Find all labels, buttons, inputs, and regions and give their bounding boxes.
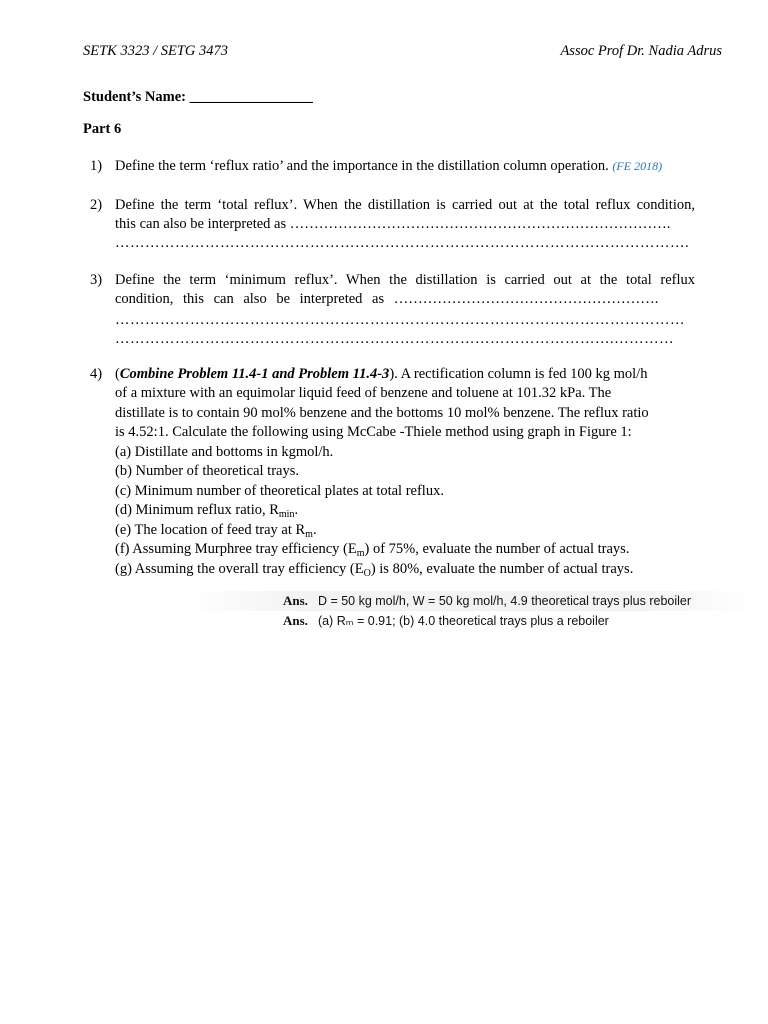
subquestion-c: (c) Minimum number of theoretical plates at total reflux.	[115, 483, 444, 499]
subquestion-g-text-end: ) is 80%, evaluate the number of actual trays.	[370, 561, 634, 577]
question-number: 2)	[90, 197, 103, 213]
subquestion-e: (e) The location of feed tray at $R_m$.	[115, 522, 317, 540]
answer-label: Ans.	[283, 593, 308, 608]
answer-dotted-line: ……………………………………………………………………………………………………	[115, 312, 685, 328]
exam-reference: (FE 2018)	[612, 159, 663, 173]
subscript: m	[305, 529, 313, 540]
answer-dotted-line: …………………………………………………………………………………………………….	[115, 235, 690, 251]
question-3-line-2: condition, this can also be interpreted as ……………………………………………….	[115, 291, 659, 307]
question-number: 3)	[90, 272, 103, 288]
answer-line-2	[283, 613, 609, 629]
subscript: min	[278, 509, 295, 520]
course-code: SETK 3323 / SETG 3473	[83, 43, 229, 59]
subscript: m	[356, 548, 365, 559]
question-text	[115, 158, 662, 175]
problem-reference: Combine Problem 11.4-1 and Problem 11.4-3	[119, 366, 390, 382]
question-number: 4)	[90, 366, 103, 382]
subquestion-d: (d) Minimum reflux ratio, $R_{min}$.	[115, 502, 299, 520]
answer-2-text: (a) Rₘ = 0.91; (b) 4.0 theoretical trays plus a reboiler	[317, 614, 609, 628]
answer-label: Ans.	[283, 613, 308, 628]
question-4-line-4: is 4.52:1. Calculate the following using McCabe -Thiele method using graph in Figure 1:	[115, 424, 632, 440]
question-1-text: Define the term ‘reflux ratio’ and the importance in the distillation column operation.	[115, 158, 609, 174]
subquestion-f-text: (f) Assuming Murphree tray efficiency (E	[115, 541, 357, 557]
part-heading: Part 6	[83, 121, 122, 137]
question-number: 1)	[90, 158, 103, 174]
student-name-field: Student’s Name: _________________	[83, 89, 313, 105]
subquestion-f-text-end: ) of 75%, evaluate the number of actual trays.	[364, 541, 630, 557]
subquestion-b: (b) Number of theoretical trays.	[115, 463, 299, 479]
question-4-line-2: of a mixture with an equimolar liquid feed of benzene and toluene at 101.32 kPa. The	[115, 385, 612, 401]
question-3-line-1: Define the term ‘minimum reflux’. When the distillation is carried out at the total reflux	[115, 272, 695, 288]
subquestion-d-text: (d) Minimum reflux ratio, R	[115, 502, 279, 518]
question-4-line-3: distillate is to contain 90 mol% benzene and the bottoms 10 mol% benzene. The reflux ratio	[115, 405, 649, 421]
subquestion-f	[115, 541, 629, 559]
question-2-line-2: this can also be interpreted as …………………………………………………………………….	[115, 216, 671, 232]
subquestion-a: (a) Distillate and bottoms in kgmol/h.	[115, 444, 334, 460]
answer-1-text: D = 50 kg mol/h, W = 50 kg mol/h, 4.9 theoretical trays plus reboiler	[317, 594, 692, 608]
subquestion-g	[115, 561, 633, 579]
question-2-line-1: Define the term ‘total reflux’. When the distillation is carried out at the total reflux condition,	[115, 197, 695, 213]
answer-snippet	[185, 589, 755, 633]
subquestion-e-text: (e) The location of feed tray at R	[115, 522, 306, 538]
author-name: Assoc Prof Dr. Nadia Adrus	[560, 43, 722, 59]
answer-dotted-line: ……………………………………………………………………………………….…………	[115, 331, 675, 347]
question-4-line-1-rest: . A rectification column is fed 100 kg mol/h	[394, 366, 648, 382]
subscript: O	[363, 568, 371, 579]
subquestion-g-text: (g) Assuming the overall tray efficiency (E	[115, 561, 364, 577]
answer-line-1	[283, 593, 691, 609]
question-4-line-1: (Combine Problem 11.4-1 and Problem 11.4-3). A rectification column is fed 100 kg mol/h	[115, 366, 648, 382]
